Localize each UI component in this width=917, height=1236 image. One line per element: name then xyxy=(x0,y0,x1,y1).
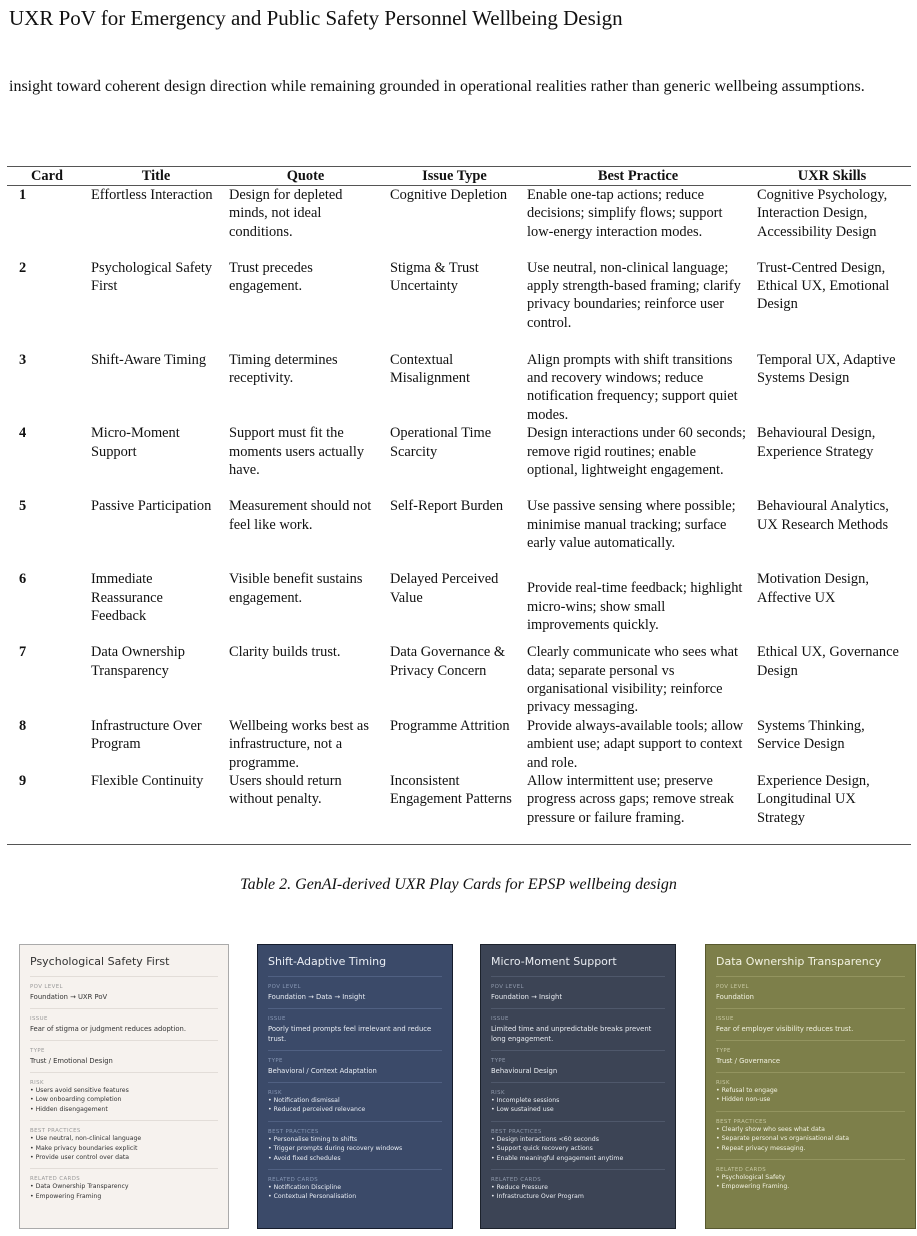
play-card-section xyxy=(258,1058,452,1076)
play-card-section xyxy=(481,1058,675,1076)
play-card-section xyxy=(706,1016,915,1034)
play-card-bullet: • Provide user control over data xyxy=(30,1154,130,1162)
uxr-skills-cell: Ethical UX, Governance Design xyxy=(757,644,899,679)
column-header-card: Card xyxy=(7,167,87,186)
play-card-section-label: BEST PRACTICES xyxy=(30,1128,81,1135)
play-card-bullet: • Hidden disengagement xyxy=(30,1105,108,1113)
uxr-skills-cell: Trust-Centred Design, Ethical UX, Emotional Design xyxy=(757,259,890,313)
issue-type-cell: Contextual Misalignment xyxy=(390,351,470,386)
column-header-title: Title xyxy=(87,167,225,186)
play-card-divider xyxy=(268,1082,442,1083)
play-card-section xyxy=(20,1048,228,1066)
play-card-section-label: BEST PRACTICES xyxy=(491,1128,542,1135)
card-number-cell: 1 xyxy=(19,187,27,203)
column-header-best-practice: Best Practice xyxy=(523,167,753,186)
card-quote-cell: Visible benefit sustains engagement. xyxy=(229,571,363,606)
play-card-section-label: RISK xyxy=(491,1090,505,1096)
card-title-cell: Psychological Safety First xyxy=(91,259,213,294)
card-quote-cell: Trust precedes engagement. xyxy=(229,259,313,294)
uxr-skills-cell: Behavioural Analytics, UX Research Methods xyxy=(757,498,889,533)
card-title-cell: Immediate Reassurance Feedback xyxy=(91,571,163,624)
card-title-cell: Passive Participation xyxy=(91,498,212,515)
card-title-cell: Data Ownership Transparency xyxy=(91,644,185,679)
play-card-section xyxy=(258,1129,452,1163)
play-card-section-value: Poorly timed prompts feel irrelevant and reduce trust. xyxy=(268,1025,432,1043)
column-header-quote: Quote xyxy=(225,167,386,186)
play-card-title: Data Ownership Transparency xyxy=(716,955,882,968)
play-card-section-label: RELATED CARDS xyxy=(30,1176,81,1183)
play-card-section xyxy=(481,1129,675,1163)
play-card-section xyxy=(20,984,228,1002)
card-number-cell: 4 xyxy=(19,425,27,442)
play-card-divider xyxy=(30,976,218,977)
play-card-bullet: • Trigger prompts during recovery windows xyxy=(268,1145,403,1153)
play-card-bullet: • Notification dismissal xyxy=(268,1097,340,1104)
table-caption: Table 2. GenAI-derived UXR Play Cards for EPSP wellbeing design xyxy=(240,876,677,893)
play-card-divider xyxy=(491,1008,665,1009)
play-card-divider xyxy=(491,1082,665,1083)
play-card-divider xyxy=(716,1111,905,1112)
play-card-divider xyxy=(491,976,665,977)
play-card-bullet: • Empowering Framing xyxy=(30,1192,102,1200)
play-card-section xyxy=(706,1048,915,1066)
table-row xyxy=(7,717,911,772)
play-card-section xyxy=(258,1016,452,1044)
uxr-skills-cell: Experience Design, Longitudinal UX Strategy xyxy=(753,772,911,845)
play-card-section-label: TYPE xyxy=(268,1058,283,1064)
play-card-divider xyxy=(30,1120,218,1121)
play-card-divider xyxy=(268,1050,442,1051)
card-number-cell: 5 xyxy=(19,498,27,515)
play-card-bullet: • Data Ownership Transparency xyxy=(30,1183,129,1191)
play-card-bullet: • Contextual Personalisation xyxy=(268,1193,357,1201)
play-card-divider xyxy=(268,1008,442,1009)
play-card-bullet: • Psychological Safety xyxy=(716,1174,786,1182)
table-header-row xyxy=(7,167,911,186)
card-number-cell: 8 xyxy=(19,717,27,734)
play-card-section-label: ISSUE xyxy=(491,1016,509,1022)
play-card-divider xyxy=(30,1168,218,1169)
play-card-section-label: ISSUE xyxy=(30,1016,48,1022)
play-card-divider xyxy=(268,1169,442,1170)
card-number-cell: 9 xyxy=(7,772,87,845)
card-title-cell: Micro-Moment Support xyxy=(91,425,180,460)
play-card-section xyxy=(20,1016,228,1034)
uxr-skills-cell: Systems Thinking, Service Design xyxy=(757,717,865,753)
best-practice-cell: Allow intermittent use; preserve progress across gaps; remove streak pressure or failure framing. xyxy=(523,772,753,845)
card-number-cell: 6 xyxy=(19,571,27,588)
play-card-bullet: • Users avoid sensitive features xyxy=(30,1087,129,1094)
issue-type-cell: Data Governance & Privacy Concern xyxy=(390,644,506,679)
play-card-section-value: Limited time and unpredictable breaks prevent long engagement. xyxy=(491,1025,652,1043)
play-card-bullet: • Use neutral, non-clinical language xyxy=(30,1135,142,1143)
best-practice-cell: Provide always-available tools; allow ambient use; adapt support to context and role. xyxy=(527,717,744,771)
uxr-skills-cell: Behavioural Design, Experience Strategy xyxy=(757,425,876,460)
column-header-uxr-skills: UXR Skills xyxy=(753,167,911,186)
play-card-section xyxy=(706,1080,915,1105)
card-quote-cell: Timing determines receptivity. xyxy=(229,351,338,386)
play-card-section-value: Fear of stigma or judgment reduces adoption. xyxy=(30,1025,186,1033)
card-title-cell: Effortless Interaction xyxy=(91,187,213,203)
play-card-title: Micro-Moment Support xyxy=(491,955,617,968)
card-quote-cell: Users should return without penalty. xyxy=(225,772,386,845)
play-card-section-label: POV LEVEL xyxy=(491,984,524,990)
play-card-bullet: • Clearly show who sees what data xyxy=(716,1125,825,1133)
play-card-divider xyxy=(491,1121,665,1122)
play-card-section xyxy=(258,1090,452,1115)
issue-type-cell: Operational Time Scarcity xyxy=(390,425,492,460)
play-card-section xyxy=(706,1119,915,1153)
play-card-bullet: • Separate personal vs organisational data xyxy=(716,1135,850,1143)
card-title-cell: Infrastructure Over Program xyxy=(91,717,202,753)
play-card-section xyxy=(20,1080,228,1114)
play-card-section xyxy=(481,1090,675,1115)
play-card-bullet: • Empowering Framing. xyxy=(716,1183,790,1191)
play-card-bullet: • Support quick recovery actions xyxy=(491,1145,593,1153)
play-card-section xyxy=(20,1176,228,1201)
table-row xyxy=(7,570,911,643)
play-card-divider xyxy=(491,1169,665,1170)
play-card-section xyxy=(481,984,675,1002)
play-card-section xyxy=(258,984,452,1002)
play-card-divider xyxy=(30,1008,218,1009)
uxr-skills-cell: Cognitive Psychology, Interaction Design, Accessibility Design xyxy=(757,187,888,240)
play-card-psychological-safety xyxy=(19,944,229,1229)
play-card-section xyxy=(258,1177,452,1202)
best-practice-cell: Provide real-time feedback; highlight micro-wins; show small improvements quickly. xyxy=(527,580,743,633)
card-quote-cell: Measurement should not feel like work. xyxy=(229,498,372,533)
issue-type-cell: Delayed Perceived Value xyxy=(390,571,499,606)
play-card-bullet: • Design interactions <60 seconds xyxy=(491,1135,599,1143)
play-card-bullet: • Enable meaningful engagement anytime xyxy=(491,1154,624,1162)
play-card-shift-adaptive-timing xyxy=(257,944,453,1229)
play-card-bullet: • Reduce Pressure xyxy=(491,1184,548,1192)
table-row xyxy=(7,424,911,497)
play-card-section-label: RISK xyxy=(30,1080,44,1086)
table-row xyxy=(7,186,911,259)
play-card-section xyxy=(706,984,915,1002)
play-card-section xyxy=(481,1016,675,1044)
play-card-section-value: Behavioral / Context Adaptation xyxy=(268,1067,377,1075)
issue-type-cell: Stigma & Trust Uncertainty xyxy=(390,259,479,294)
table-row xyxy=(7,497,911,570)
play-card-section-value: Behavioural Design xyxy=(491,1067,558,1075)
play-card-section-label: TYPE xyxy=(491,1058,506,1064)
play-card-bullet: • Notification Discipline xyxy=(268,1184,342,1192)
play-card-section-label: RELATED CARDS xyxy=(491,1177,542,1184)
play-card-bullet: • Reduced perceived relevance xyxy=(268,1106,366,1114)
uxr-skills-cell: Temporal UX, Adaptive Systems Design xyxy=(757,351,896,386)
play-card-bullet: • Low sustained use xyxy=(491,1106,554,1114)
play-card-bullet: • Incomplete sessions xyxy=(491,1097,560,1104)
play-card-section-value: Fear of employer visibility reduces trust. xyxy=(716,1025,854,1033)
play-card-bullet: • Low onboarding completion xyxy=(30,1096,122,1104)
play-card-divider xyxy=(268,976,442,977)
play-card-section-value: Trust / Governance xyxy=(716,1057,781,1065)
play-card-divider xyxy=(268,1121,442,1122)
play-card-section-value: Foundation → UXR PoV xyxy=(30,993,108,1001)
card-number-cell: 3 xyxy=(19,351,27,368)
play-card-section-label: ISSUE xyxy=(268,1016,286,1022)
play-card-bullet: • Make privacy boundaries explicit xyxy=(30,1144,138,1152)
table-row xyxy=(7,351,911,425)
play-card-section xyxy=(706,1167,915,1192)
play-card-section-value: Foundation → Insight xyxy=(491,993,562,1001)
card-number-cell: 7 xyxy=(19,644,27,661)
card-quote-cell: Design for depleted minds, not ideal conditions. xyxy=(229,187,343,240)
play-card-bullet: • Refusal to engage xyxy=(716,1087,778,1094)
play-card-divider xyxy=(30,1072,218,1073)
issue-type-cell: Cognitive Depletion xyxy=(390,187,508,203)
intro-paragraph: insight toward coherent design direction while remaining grounded in operational realities rather than generic wellbeing assumptions. xyxy=(9,78,865,95)
issue-type-cell: Programme Attrition xyxy=(390,717,510,734)
card-number-cell: 2 xyxy=(19,259,27,276)
table-row xyxy=(7,643,911,717)
play-card-divider xyxy=(716,976,905,977)
play-card-section-label: POV LEVEL xyxy=(30,984,63,990)
best-practice-cell: Enable one-tap actions; reduce decisions; simplify flows; support low-energy interaction modes. xyxy=(527,187,723,240)
card-title-cell: Flexible Continuity xyxy=(87,772,225,845)
play-card-data-ownership-transparency xyxy=(705,944,916,1229)
table-row xyxy=(7,772,911,845)
play-card-divider xyxy=(716,1040,905,1041)
play-card-divider xyxy=(716,1008,905,1009)
play-card-bullet: • Repeat privacy messaging. xyxy=(716,1144,806,1152)
play-card-title: Psychological Safety First xyxy=(30,955,170,968)
play-card-section-value: Foundation xyxy=(716,993,754,1001)
play-card-section-label: RISK xyxy=(268,1090,282,1096)
play-card-section xyxy=(20,1128,228,1162)
best-practice-cell: Align prompts with shift transitions and recovery windows; reduce notification frequency; support quiet modes. xyxy=(527,351,738,423)
play-card-section-label: RISK xyxy=(716,1080,730,1086)
play-card-section-label: TYPE xyxy=(716,1048,731,1054)
play-card-bullet: • Infrastructure Over Program xyxy=(491,1193,584,1201)
play-card-section-label: BEST PRACTICES xyxy=(716,1118,767,1125)
best-practice-cell: Clearly communicate who sees what data; separate personal vs organisational visibility; reinforce privacy messaging. xyxy=(527,644,738,716)
card-quote-cell: Wellbeing works best as infrastructure, not a programme. xyxy=(229,717,369,771)
play-card-bullet: • Avoid fixed schedules xyxy=(268,1154,341,1162)
issue-type-cell: Inconsistent Engagement Patterns xyxy=(386,772,523,845)
play-card-bullet: • Personalise timing to shifts xyxy=(268,1135,358,1143)
play-card-micro-moment-support xyxy=(480,944,676,1229)
play-card-section-value: Foundation → Data → Insight xyxy=(268,993,366,1001)
play-card-divider xyxy=(716,1072,905,1073)
best-practice-cell: Design interactions under 60 seconds; remove rigid routines; enable optional, lightweight engagement. xyxy=(527,425,747,478)
play-card-divider xyxy=(716,1159,905,1160)
play-card-divider xyxy=(491,1050,665,1051)
issue-type-cell: Self-Report Burden xyxy=(390,498,504,515)
page-header-title: UXR PoV for Emergency and Public Safety Personnel Wellbeing Design xyxy=(9,6,623,30)
play-card-title: Shift-Adaptive Timing xyxy=(268,955,387,968)
play-card-section-label: POV LEVEL xyxy=(268,984,301,990)
card-title-cell: Shift-Aware Timing xyxy=(91,351,207,368)
card-quote-cell: Support must fit the moments users actually have. xyxy=(229,425,365,478)
table-row xyxy=(7,259,911,351)
uxr-play-cards-table xyxy=(7,166,911,845)
play-card-divider xyxy=(30,1040,218,1041)
best-practice-cell: Use neutral, non-clinical language; apply strength-based framing; clarify privacy boundaries; reinforce user control. xyxy=(527,259,741,331)
play-card-section-label: POV LEVEL xyxy=(716,984,749,990)
play-card-section-label: ISSUE xyxy=(716,1016,734,1022)
best-practice-cell: Use passive sensing where possible; minimise manual tracking; surface early value automatically. xyxy=(527,498,736,551)
play-card-section-label: BEST PRACTICES xyxy=(268,1128,319,1135)
play-card-section xyxy=(481,1177,675,1202)
play-card-section-label: TYPE xyxy=(30,1048,45,1054)
column-header-issue-type: Issue Type xyxy=(386,167,523,186)
play-card-section-label: RELATED CARDS xyxy=(716,1167,767,1174)
card-quote-cell: Clarity builds trust. xyxy=(229,644,341,661)
play-card-section-value: Trust / Emotional Design xyxy=(30,1057,113,1065)
play-card-section-label: RELATED CARDS xyxy=(268,1177,319,1184)
play-card-bullet: • Hidden non-use xyxy=(716,1096,771,1104)
table-body xyxy=(7,186,911,845)
uxr-skills-cell: Motivation Design, Affective UX xyxy=(757,571,869,606)
